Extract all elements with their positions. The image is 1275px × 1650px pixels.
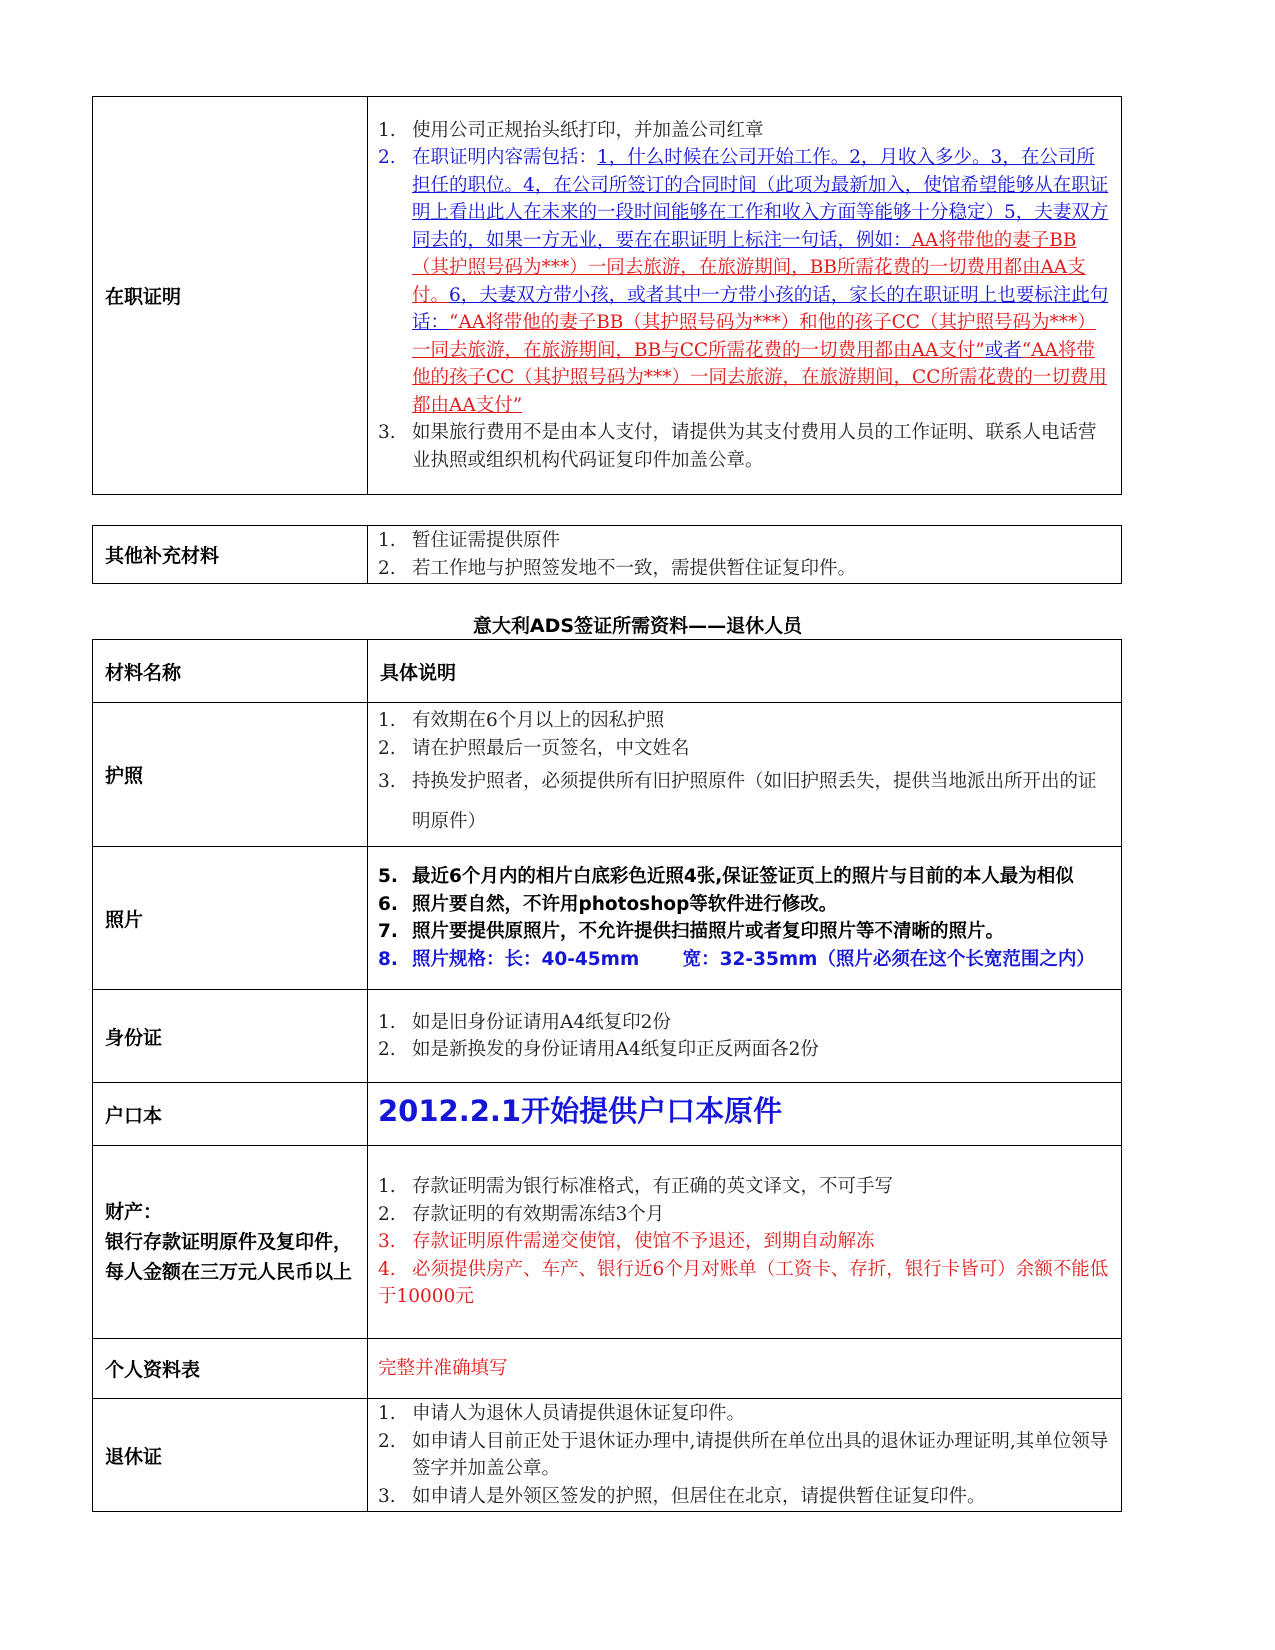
retire-cert-label: 退休证 (93, 1399, 368, 1512)
item-text: 存款证明原件需递交使馆，使馆不予退还，到期自动解冻 (412, 1231, 875, 1253)
other-label: 其他补充材料 (93, 526, 368, 584)
item-text: 如是旧身份证请用A4纸复印2份 (412, 1011, 671, 1033)
list-item (378, 918, 1113, 946)
property-content (368, 1146, 1122, 1339)
item-number: 2. (378, 557, 396, 579)
item-text: 照片要自然，不许用photoshop等软件进行修改。 (412, 893, 838, 915)
item-number: 6. (378, 893, 398, 915)
other-row (93, 526, 1122, 584)
item-text-blue: 6，夫妻双方带小孩，或者其中一方带小孩的话，家长的在职证明上也要标注此句话： (412, 284, 1109, 334)
item-text: 照片规格：长：40-45mm 宽：32-35mm（照片必须在这个长宽范围之内） (412, 948, 1095, 970)
item-number: 1. (378, 119, 396, 141)
item-number: 7. (378, 921, 398, 942)
employment-row (93, 97, 1122, 495)
hukou-text: 2012.2.1开始提供户口本原件 (378, 1094, 783, 1129)
hukou-label: 户口本 (93, 1083, 368, 1146)
item-text: 如果旅行费用不是由本人支付，请提供为其支付费用人员的工作证明、联系人电话营业执照或组织机构代码证复印件加盖公章。 (412, 422, 1097, 471)
list-item (378, 1428, 1113, 1483)
list-item (378, 1256, 1113, 1311)
property-label-desc: 银行存款证明原件及复印件，每人金额在三万元人民币以上 (105, 1231, 353, 1283)
personal-form-content: 完整并准确填写 (368, 1339, 1122, 1399)
list-item (378, 707, 1113, 735)
item-number: 2. (378, 147, 396, 169)
other-content (368, 526, 1122, 584)
item-text-red: AA将带他的妻子BB（其护照号码为***）一同去旅游，在旅游期间，BB所需花费的一切费用都由AA支付。 (412, 229, 1086, 306)
item-text: 持换发护照者，必须提供所有旧护照原件（如旧护照丢失，提供当地派出所开出的证明原件） (412, 771, 1097, 832)
hukou-content (368, 1083, 1122, 1146)
list-item (378, 117, 1113, 145)
employment-table (92, 96, 1122, 495)
list-item (378, 1201, 1113, 1229)
item-text: 最近6个月内的相片白底彩色近照4张,保证签证页上的照片与目前的本人最为相似 (412, 866, 1074, 887)
item-text-red: “AA将带他的孩子CC（其护照号码为***）一同去旅游，在旅游期间，CC所需花费的一切费用都由AA支付” (412, 339, 1107, 416)
item-number: 2. (378, 737, 396, 759)
passport-content (368, 703, 1122, 847)
item-number: 3. (378, 771, 396, 792)
item-text: 如申请人目前正处于退休证办理中,请提供所在单位出具的退休证办理证明,其单位领导签字并加盖公章。 (412, 1430, 1109, 1479)
retire-cert-content (368, 1399, 1122, 1512)
section-title: 意大利ADS签证所需资料——退休人员 (472, 615, 803, 637)
item-text: 若工作地与护照签发地不一致，需提供暂住证复印件。 (412, 557, 857, 579)
list-item (378, 527, 1113, 555)
item-text: 暂住证需提供原件 (412, 530, 561, 551)
photo-row (93, 847, 1122, 990)
list-item (378, 1036, 1113, 1064)
item-number: 1. (378, 530, 396, 551)
item-text: 存款证明需为银行标准格式，有正确的英文译文，不可手写 (412, 1176, 894, 1198)
item-text: 使用公司正规抬头纸打印，并加盖公司红章 (412, 119, 764, 141)
item-text: 在职证明内容需包括： (412, 147, 598, 169)
employment-content (368, 97, 1122, 495)
list-item (378, 762, 1113, 842)
item-number: 8. (378, 948, 398, 970)
photo-content (368, 847, 1122, 990)
list-item (378, 555, 1113, 583)
item-text: 申请人为退休人员请提供退休证复印件。 (412, 1403, 746, 1424)
personal-form-row (93, 1339, 1122, 1399)
id-content (368, 990, 1122, 1083)
id-label: 身份证 (93, 990, 368, 1083)
other-table (92, 525, 1122, 584)
item-number: 1. (378, 1403, 396, 1424)
list-item (378, 1173, 1113, 1201)
list-item (378, 891, 1113, 919)
list-item (378, 1483, 1113, 1511)
item-text-blue: 1，什么时候在公司开始工作。2，月收入多少。3，在公司所担任的职位。4，在公司所签订的合同时间（此项为最新加入，使馆希望能够从在职证明上看出此人在未来的一段时间能够在工作和收入方面等能够十分稳定）5，夫妻双方同去的，如果一方无业，要在在职证明上标注一句话，例如： (412, 147, 1109, 251)
item-text: 必须提供房产、车产、银行近6个月对账单（工资卡、存折，银行卡皆可）余额不能低于10000元 (378, 1258, 1109, 1308)
list-item (378, 419, 1113, 474)
item-text: 如是新换发的身份证请用A4纸复印正反两面各2份 (412, 1039, 819, 1060)
column-header-desc: 具体说明 (368, 640, 1122, 703)
item-text: 照片要提供原照片，不允许提供扫描照片或者复印照片等不清晰的照片。 (412, 921, 1005, 942)
list-item (378, 735, 1113, 763)
list-item (378, 1400, 1113, 1428)
list-item (378, 144, 1113, 419)
id-row (93, 990, 1122, 1083)
header-row (93, 640, 1122, 703)
item-text: 存款证明的有效期需冻结3个月 (412, 1203, 665, 1225)
list-item (378, 1228, 1113, 1256)
item-text: 请在护照最后一页签名，中文姓名 (412, 737, 690, 759)
personal-form-label: 个人资料表 (93, 1339, 368, 1399)
item-number: 5. (378, 866, 398, 887)
item-number: 4. (378, 1258, 396, 1280)
retiree-table (92, 639, 1122, 1512)
list-item (378, 946, 1113, 974)
property-label (93, 1146, 368, 1339)
list-item (378, 1009, 1113, 1037)
item-text: 如申请人是外领区签发的护照，但居住在北京，请提供暂住证复印件。 (412, 1485, 986, 1507)
item-number: 3. (378, 422, 396, 444)
item-number: 2. (378, 1203, 396, 1225)
column-header-name: 材料名称 (93, 640, 368, 703)
hukou-row (93, 1083, 1122, 1146)
item-text-blue: 或者 (984, 339, 1022, 361)
photo-label: 照片 (93, 847, 368, 990)
item-number: 2. (378, 1430, 396, 1452)
passport-label: 护照 (93, 703, 368, 847)
property-label-title: 财产： (105, 1201, 163, 1223)
item-number: 1. (378, 710, 396, 731)
property-row (93, 1146, 1122, 1339)
item-text: 有效期在6个月以上的因私护照 (412, 710, 665, 731)
item-number: 2. (378, 1039, 396, 1060)
passport-row (93, 703, 1122, 847)
item-number: 1. (378, 1011, 396, 1033)
retire-cert-row (93, 1399, 1122, 1512)
item-number: 3. (378, 1231, 396, 1253)
item-number: 1. (378, 1176, 396, 1198)
employment-label: 在职证明 (93, 97, 368, 495)
item-text-red: “AA将带他的妻子BB（其护照号码为***）和他的孩子CC（其护照号码为***）一同去旅游，在旅游期间，BB与CC所需花费的一切费用都由AA支付” (412, 312, 1096, 361)
list-item (378, 863, 1113, 891)
item-number: 3. (378, 1485, 396, 1507)
